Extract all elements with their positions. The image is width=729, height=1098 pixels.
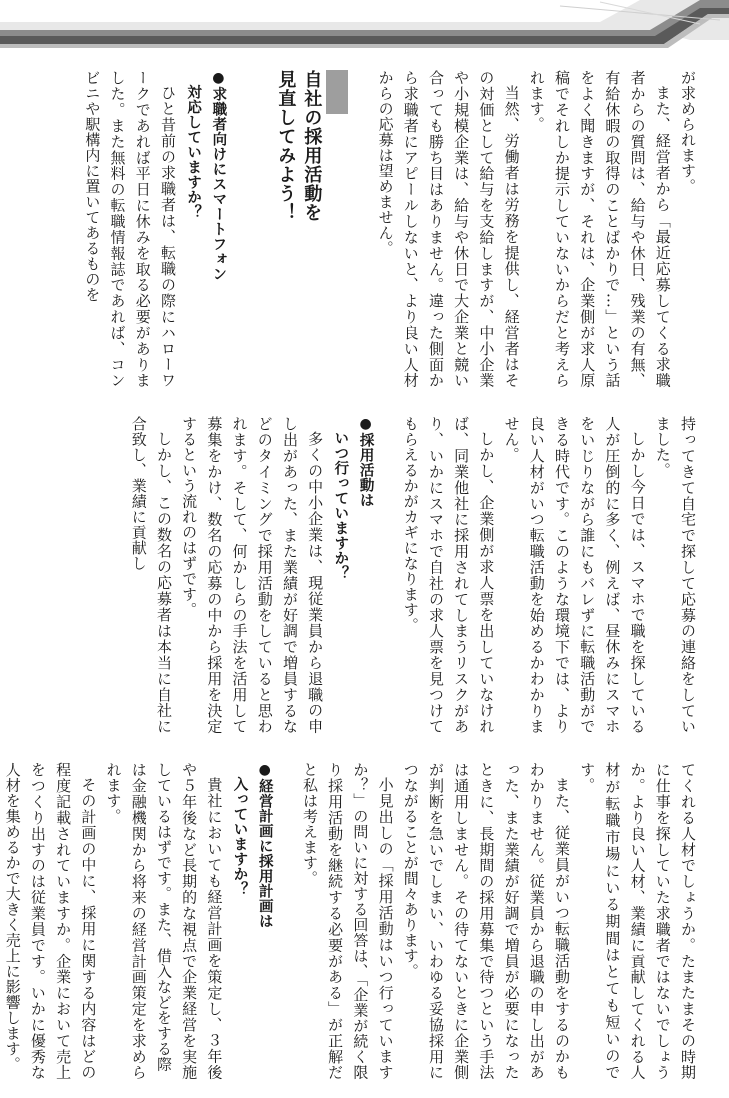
bullet-icon: ●: [357, 416, 374, 433]
paragraph: が求められます。: [679, 70, 697, 194]
paragraph: しかし、企業側が求人票を出していなければ、同業他社に採用されてしまうリスクがあり、いかにスマホで自社の求人票を見つけてもらえるかがカギになります。: [401, 416, 496, 734]
paragraph: 当然、労働者は労務を提供し、経営者はその対価として給与を支給しますが、中小企業や小規模企業は、給与や休日で大企業と競い合っても勝ち目はありません。違った側面から求職者にアピールしないと、より良い人材からの応募は望めません。: [376, 70, 521, 388]
bullet-icon: ●: [210, 70, 227, 87]
paragraph: その計画の中に、採用に関する内容はどの程度記載されていますか。企業において売上をつくり出すのは従業員です。いかに優秀な人材を集めるかで大きく売上に影響します。: [3, 762, 98, 1080]
heading-rule: [326, 70, 348, 114]
paragraph: 小見出しの「採用活動はいつ行っていますか？」の問いに対する回答は、「企業が続く限り採用活動を継続する必要がある」が正解だと私は考えます。: [300, 762, 395, 1080]
paragraph: は金融機関から将来の経営計画策定を求められます。: [104, 762, 148, 1080]
paragraph: 多くの中小企業は、現従業員から退職の申し出があった、また業績が好調で増員するなどのタイミングで採用活動をしていると思われます。そして、何かしらの手法を活用して募集をかけ、数名の応募の中から採用を決定するという流れのはずです。: [180, 416, 325, 734]
article-tier-1: [40, 70, 700, 388]
paragraph: ひと昔前の求職者は、転職の際にハローワークであれば平日に休みを取る必要がありました。また無料の転職情報誌であれば、コンビニや駅構内に置いてあるものを: [83, 70, 177, 388]
article-tier-3: [3, 762, 700, 1080]
paragraph: てくれる人材でしょうか。たまたまその時期に仕事を探していた求職者ではないでしょうか。より良い人材、業績に貢献してくれる人材が転職市場にいる期間はとても短いのです。: [578, 762, 697, 1080]
paragraph: 持ってきて自宅で探して応募の連絡をしていました。: [653, 416, 697, 734]
decorative-header-band: [0, 0, 729, 52]
article-tier-2: [40, 416, 700, 734]
subheading-recruitment-timing: ●採用活動は いつ行っていますか？: [332, 416, 374, 581]
paragraph: また、経営者から「最近応募してくる求職者からの質問は、給与や休日、残業の有無、有給休暇の取得のことばかりで…」という話をよく聞きますが、それは、企業側が求人原稿でそれしか提示していないからだと考えられます。: [527, 70, 672, 388]
article-body: [3, 70, 700, 1080]
bullet-icon: ●: [256, 762, 273, 779]
paragraph: また、従業員がいつ転職活動をするのかもわかりません。従業員から退職の申し出があった、また業績が好調で増員が必要になったときに、長期間の採用募集で待つという手法は通用しません。その待てないときに企業側が判断を急いでしまい、いわゆる妥協採用につながることが間々あります。: [401, 762, 571, 1080]
subheading-management-plan: ●経営計画に採用計画は 入っていますか？: [231, 762, 273, 929]
section-heading-recruitment-review: 自社の採用活動を 見直してみよう！: [272, 70, 350, 388]
paragraph: 貴社においても経営計画を策定し、３年後や５年後など長期的な視点で企業経営を実施しているはずです。また、借入などをする際: [154, 762, 224, 1080]
paragraph: しかし、この数名の応募者は本当に自社に合致し、業績に貢献し: [129, 416, 173, 734]
subheading-smartphone: ●求職者向けにスマートフォン 対応していますか？: [185, 70, 227, 282]
paragraph: しかし今日では、スマホで職を探している人が圧倒的に多く、例えば、昼休みにスマホをいじりながら誰にもバレずに転職活動ができる時代です。このような環境下では、より良い人材がいつ転職活動を始めるかわかりません。: [502, 416, 647, 734]
